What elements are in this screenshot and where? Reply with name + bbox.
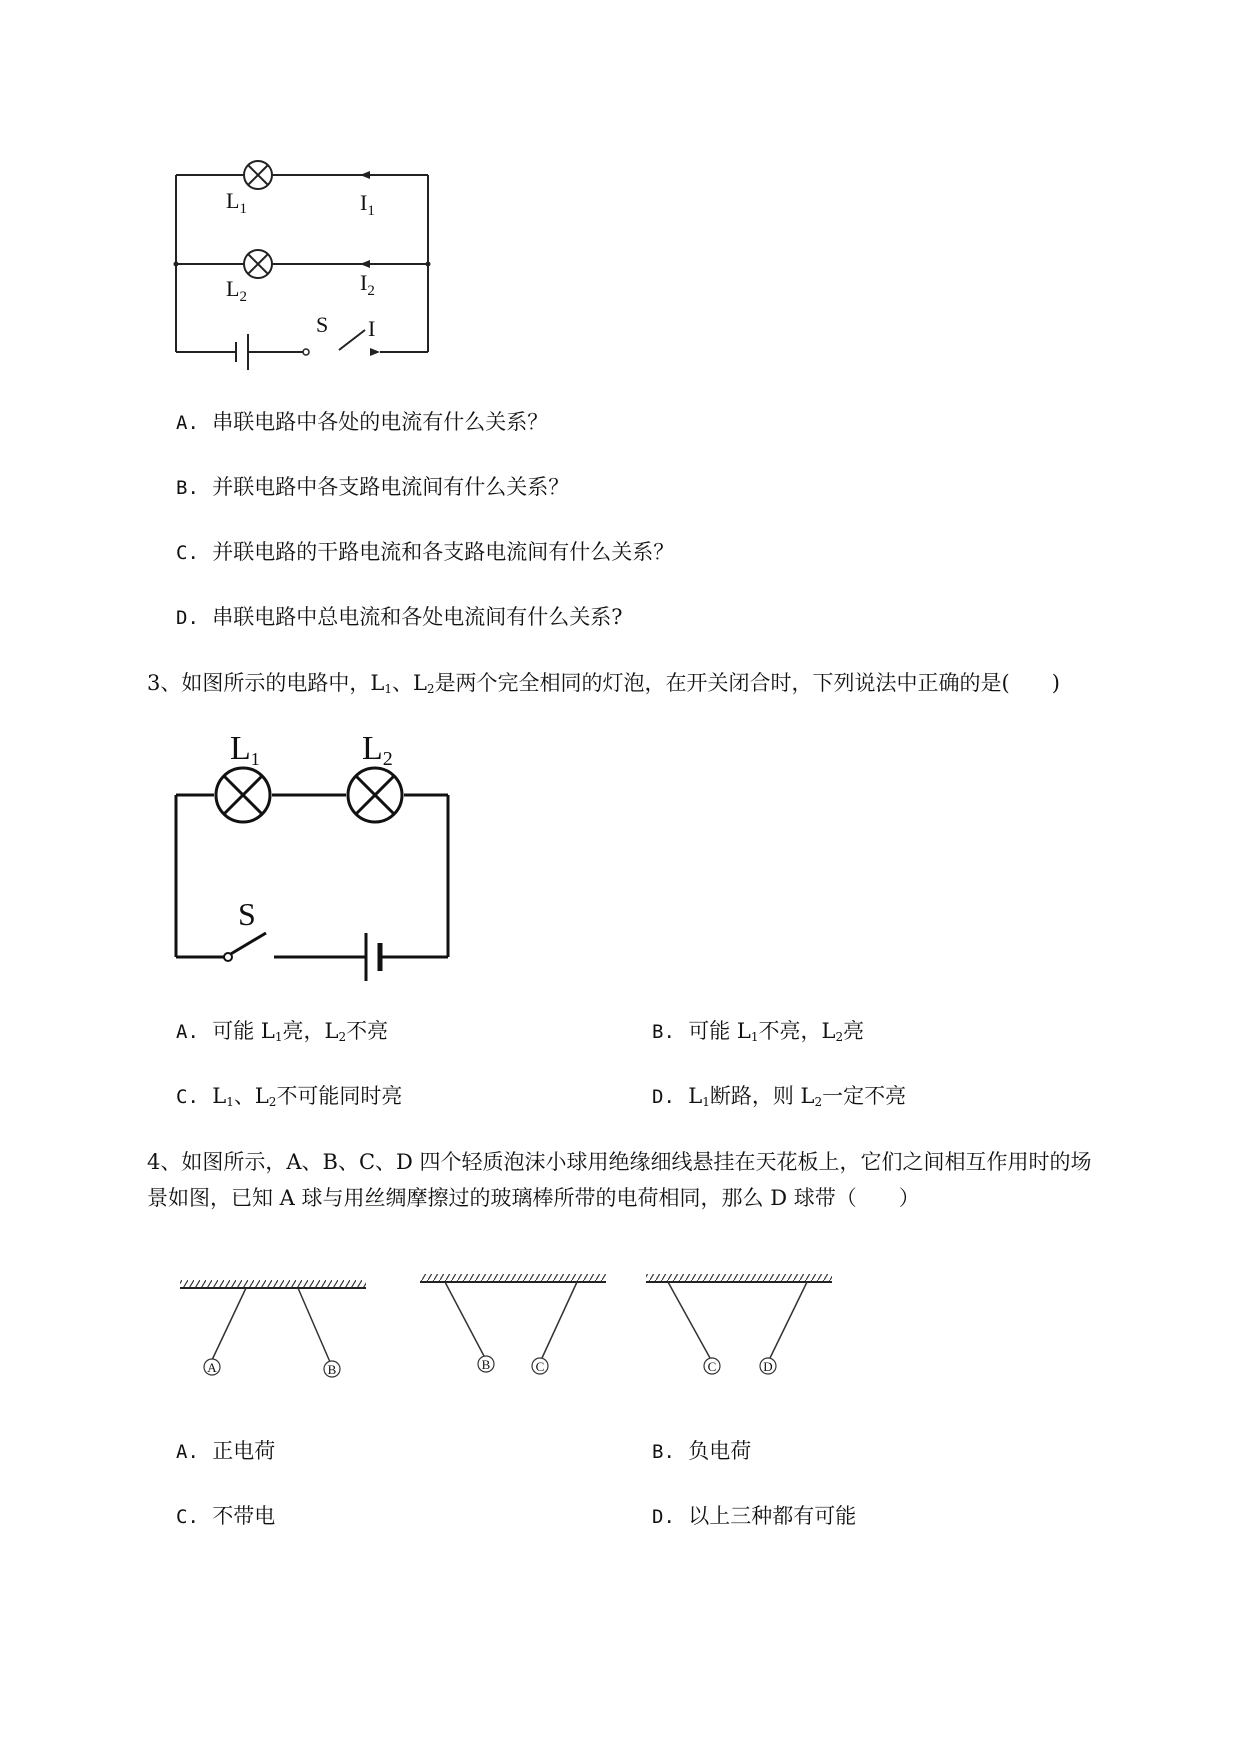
q3-option-a[interactable]: A. 可能 $L_1$亮，$L_2$不亮 [176, 1019, 389, 1044]
ceiling-ab [180, 1280, 366, 1288]
ceiling-cd [646, 1274, 832, 1282]
svg-text:L2: $L_2$ [226, 276, 247, 305]
label-switch: S [238, 896, 256, 932]
q4-option-b[interactable]: B. 负电荷 [652, 1439, 752, 1463]
q3-option-c[interactable]: C. $L_1$、$L_2$不可能同时亮 [176, 1084, 403, 1109]
q3-option-d[interactable]: D. $L_1$断路，则 $L_2$一定不亮 [652, 1084, 907, 1109]
label-i1: I [360, 190, 368, 215]
lamp-l2-icon [244, 250, 272, 278]
q2-option-b-text: 并联电路中各支路电流间有什么关系？ [212, 475, 570, 499]
svg-text:L1: $L_1$ [226, 188, 247, 217]
ceiling-bc [420, 1274, 606, 1282]
parallel-circuit-diagram [170, 150, 430, 350]
q2-option-d[interactable]: D. 串联电路中总电流和各处电流间有什么关系? [176, 605, 623, 629]
q4-option-b-text: 负电荷 [688, 1439, 752, 1463]
hanging-balls-diagram [170, 1260, 850, 1380]
q4-option-d-text: 以上三种都有可能 [688, 1504, 857, 1528]
svg-text:L1: L1 [230, 730, 260, 769]
q4-stem-line2: 景如图，已知 A 球与用丝绸摩擦过的玻璃棒所带的电荷相同，那么 D 球带（ ） [147, 1186, 920, 1210]
q4-option-d[interactable]: D. 以上三种都有可能 [652, 1504, 857, 1528]
label-i-total: I [368, 316, 376, 341]
ball-c [704, 1358, 720, 1374]
svg-text:L2: L2 [362, 730, 393, 770]
current-arrow-icon [360, 171, 370, 179]
lamp-l1-icon [216, 768, 270, 822]
ball-c [532, 1358, 548, 1374]
lamp-l1-icon [244, 161, 272, 189]
q4-option-a[interactable]: A. 正电荷 [176, 1439, 276, 1463]
q2-option-a-text: 串联电路中各处的电流有什么关系？ [212, 410, 549, 434]
svg-text:C: C [535, 1359, 545, 1374]
svg-text:C: C [707, 1359, 717, 1374]
battery-icon [236, 334, 248, 370]
svg-text:D: D [763, 1359, 773, 1374]
label-switch: S [316, 312, 329, 337]
label-i2: I [360, 270, 368, 295]
svg-text:I1: $I_1$ [360, 190, 375, 219]
q2-option-b[interactable]: B. 并联电路中各支路电流间有什么关系？ [176, 475, 570, 499]
series-circuit-diagram [170, 725, 460, 985]
label-l2: L [362, 730, 383, 767]
q4-option-c-text: 不带电 [212, 1504, 276, 1528]
label-l1: L [226, 188, 240, 213]
switch-pivot-icon [303, 349, 309, 355]
svg-text:I2: $I_2$ [360, 270, 375, 299]
q4-option-a-text: 正电荷 [212, 1439, 276, 1463]
label-l2: L [226, 276, 240, 301]
q2-option-d-text: 串联电路中总电流和各处电流间有什么关系? [212, 605, 623, 629]
q2-option-c[interactable]: C. 并联电路的干路电流和各支路电流间有什么关系？ [176, 540, 675, 564]
lamp-l2-icon [348, 768, 402, 822]
q3-option-b[interactable]: B. 可能 $L_1$不亮，$L_2$亮 [652, 1019, 865, 1044]
label-l1: L [230, 730, 251, 767]
q2-option-a[interactable]: A. 串联电路中各处的电流有什么关系？ [176, 410, 549, 434]
q4-option-c[interactable]: C. 不带电 [176, 1504, 276, 1528]
q2-option-c-text: 并联电路的干路电流和各支路电流间有什么关系？ [212, 540, 675, 564]
ball-b [324, 1361, 340, 1377]
q3-stem: 3、如图所示的电路中，$L_1$、$L_2$是两个完全相同的灯泡，在开关闭合时，下列说法中正确的是( ) [147, 671, 1060, 696]
q4-stem-line1: 4、如图所示，A、B、C、D 四个轻质泡沫小球用绝缘细线悬挂在天花板上，它们之间相互作用时的场 [147, 1150, 1092, 1174]
svg-text:B: B [481, 1357, 491, 1372]
ball-b [478, 1356, 494, 1372]
ball-a [204, 1359, 220, 1375]
current-arrow-icon [360, 260, 370, 268]
current-arrow-icon [370, 348, 380, 356]
ball-d [760, 1358, 776, 1374]
svg-text:B: B [327, 1362, 337, 1377]
svg-text:A: A [207, 1360, 217, 1375]
battery-icon [366, 933, 380, 981]
switch-pivot-icon [224, 953, 232, 961]
